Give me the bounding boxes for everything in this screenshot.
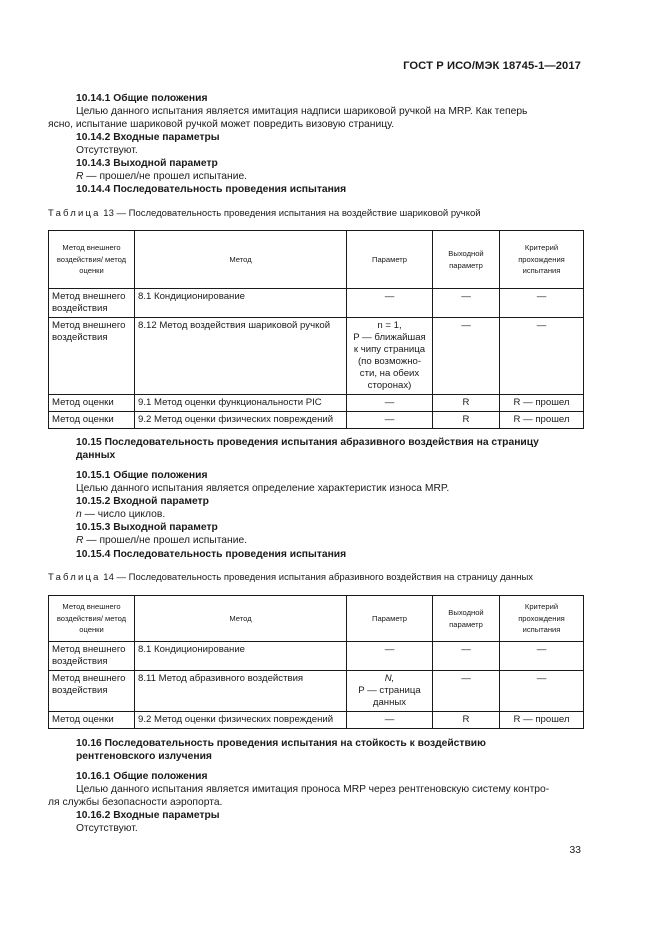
paragraph: ля службы безопасности аэропорта. [48,797,223,808]
symbol: n [76,509,82,520]
cell: — [347,289,433,318]
caption-prefix: Таблица [48,572,101,583]
table-row [49,642,584,671]
paragraph: Целью данного испытания является имитация проноса MRP через рентгеновскую систему контро- [76,784,550,795]
cell: — [433,671,500,712]
cell: R [433,412,500,429]
cell: Метод внешнего воздействия [49,318,135,395]
cell: Метод оценки [49,712,135,729]
cell: — [500,318,584,395]
column-header: Критерий прохождения испытания [500,231,584,289]
table-caption [48,571,581,584]
cell-line: P — ближайшая к чипу страница (по возможно-сти, на обеих сторонах) [353,332,426,391]
section-heading: 10.15.3 Выходной параметр [76,522,218,533]
table-row [49,395,584,412]
table-row [49,712,584,729]
table-caption [48,207,581,220]
section-heading: 10.16 Последовательность проведения испытания на стойкость к воздействию [76,738,486,749]
page-number: 33 [569,845,581,856]
document-header: ГОСТ Р ИСО/МЭК 18745-1—2017 [403,60,581,72]
paragraph-text: — прошел/не прошел испытание. [83,535,248,546]
paragraph: Целью данного испытания является определение характеристик износа MRP. [76,483,450,494]
cell: Метод внешнего воздействия [49,289,135,318]
cell: Метод оценки [49,412,135,429]
cell: 9.2 Метод оценки физических повреждений [135,712,347,729]
paragraph [48,534,581,547]
cell [347,318,433,395]
paragraph: Отсутствуют. [76,145,138,156]
cell: R — прошел [500,412,584,429]
column-header: Выходной параметр [433,231,500,289]
section-heading: 10.15.2 Входной параметр [76,496,209,507]
table-row [49,671,584,712]
column-header: Параметр [347,596,433,642]
paragraph [48,508,581,521]
cell: — [347,412,433,429]
cell: Метод внешнего воздействия [49,642,135,671]
table-row [49,318,584,395]
cell: — [347,642,433,671]
cell-line: P — страница данных [358,685,421,708]
cell: — [433,318,500,395]
paragraph-text: — число циклов. [81,509,166,520]
cell: 8.1 Кондиционирование [135,642,347,671]
table-header-row [49,596,584,642]
table-row [49,412,584,429]
cell: — [433,642,500,671]
section-heading: 10.14.1 Общие положения [76,93,208,104]
table-header-row [49,231,584,289]
column-header: Критерий прохождения испытания [500,596,584,642]
section-heading: рентгеновского излучения [76,751,212,762]
column-header: Метод внешнего воздействия/ метод оценки [49,596,135,642]
cell: R — прошел [500,712,584,729]
section-heading: 10.14.4 Последовательность проведения испытания [76,184,347,195]
section-heading: 10.14.3 Выходной параметр [76,158,218,169]
caption-text: 14 — Последовательность проведения испытания абразивного воздействия на страницу данных [100,572,534,583]
column-header: Выходной параметр [433,596,500,642]
cell: 9.2 Метод оценки физических повреждений [135,412,347,429]
paragraph: ясно, испытание шариковой ручкой может повредить визовую страницу. [48,119,395,130]
cell-line: n = 1, [377,320,402,331]
cell: — [500,642,584,671]
table-14 [48,595,584,729]
section-heading: 10.15 Последовательность проведения испытания абразивного воздействия на страницу [76,437,539,448]
paragraph-text: — прошел/не прошел испытание. [83,171,248,182]
section-heading: данных [76,450,116,461]
cell [347,671,433,712]
cell: 8.1 Кондиционирование [135,289,347,318]
caption-prefix: Таблица [48,208,101,219]
cell: 8.12 Метод воздействия шариковой ручкой [135,318,347,395]
table-row [49,289,584,318]
section-heading: 10.14.2 Входные параметры [76,132,220,143]
cell: R [433,395,500,412]
cell: — [433,289,500,318]
section-heading: 10.16.2 Входные параметры [76,810,220,821]
section-heading: 10.15.1 Общие положения [76,470,208,481]
column-header: Метод [135,596,347,642]
cell: 9.1 Метод оценки функциональности PIC [135,395,347,412]
cell: — [500,671,584,712]
cell: Метод внешнего воздействия [49,671,135,712]
cell: — [500,289,584,318]
cell: R — прошел [500,395,584,412]
cell: — [347,712,433,729]
paragraph: Отсутствуют. [76,823,138,834]
section-heading: 10.15.4 Последовательность проведения испытания [76,549,347,560]
symbol: R [76,535,84,546]
cell: R [433,712,500,729]
cell-line: N, [384,673,395,684]
symbol: R [76,171,84,182]
column-header: Метод [135,231,347,289]
paragraph: Целью данного испытания является имитация надписи шариковой ручкой на MRP. Как теперь [76,106,528,117]
cell: 8.11 Метод абразивного воздействия [135,671,347,712]
column-header: Метод внешнего воздействия/ метод оценки [49,231,135,289]
section-heading: 10.16.1 Общие положения [76,771,208,782]
cell: Метод оценки [49,395,135,412]
caption-text: 13 — Последовательность проведения испытания на воздействие шариковой ручкой [100,208,481,219]
cell: — [347,395,433,412]
table-13 [48,230,584,429]
paragraph [48,170,581,183]
column-header: Параметр [347,231,433,289]
